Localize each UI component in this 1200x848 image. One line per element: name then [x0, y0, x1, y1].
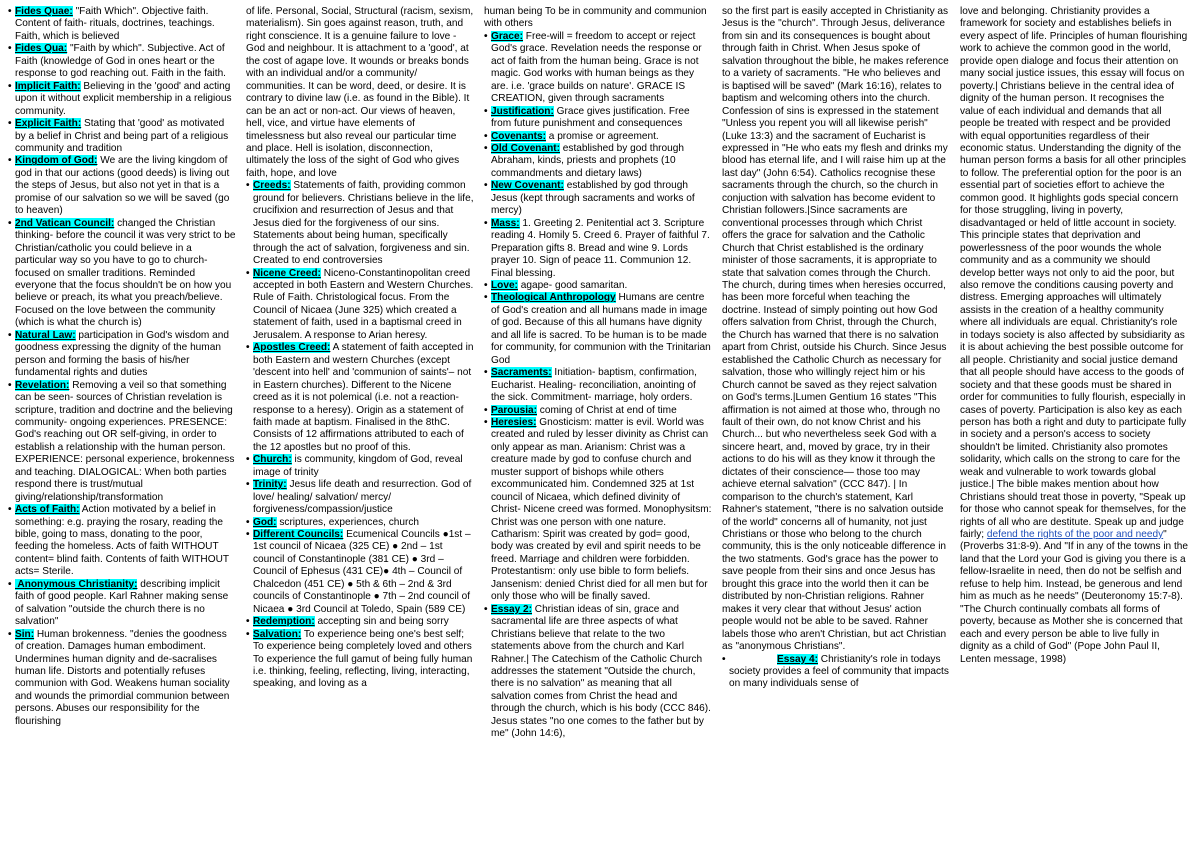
entry-text: describing implicit faith of good people. Karl Rahner making sense of salvation "outside the church there is no salvation" [15, 578, 229, 628]
term-highlight: Sin: [15, 628, 35, 640]
column-4 [722, 6, 950, 842]
term-highlight: Mass: [491, 217, 520, 229]
column-2 [246, 6, 474, 842]
glossary-entry [246, 616, 474, 628]
text-paragraph [246, 6, 474, 180]
entry-text: love and belonging. Christianity provides a framework for society and establishes beliefs in every aspect of life. Principles of human flourishing work to achieve the common good in the world, provide open dialoge and focus their attention on many social justice issues, this essay will focus on poverty.| Christians believe in the central idea of dignity of the human person. It recognises the value of each individual and demands that all people be treated with respect and be provided with equal opportunities regardless of their economic status. Understanding the dignity of the human person forms a basis for all other principles to follow. The preferential option for the poor is an essential part of societies effort to achieve the common good. It highlights gods special concern for those struggling, living in poverty, disadvantaged or held of little account in society. This principle states that deprivation and powerlessness of the poor wounds the whole community and as a community we should develop better ways not only to aid the poor, but also remove the conditions causing poverty and distress. Emerging approaches will ultimately assists in the creation of a healthy community where all individuals are equal. Christianity's role in todays society is also affected by subsidiarity as it is about achieving the best possible outcome for all people. Christianity and social justice demand that all people should have access to the goods of society and that these goods must be shared in order for communities to fully flourish, especially in cases of poverty. Participation is also key as each person has both a right and duty to participate fully in society and a person's access to society shouldn't be limited. Christianity also promotes solidarity, which calls on the strong to care for the weak and vulnerable to work towards global justice.| The bible makes mention about how Christians should treat those in poverty, "Speak up for those who cannot speak for themselves, for the rights of all who are destitute. Speak up and judge fairly; [960, 6, 1188, 541]
text-paragraph [484, 6, 712, 31]
term-highlight: Natural Law: [15, 329, 76, 341]
glossary-entry [8, 380, 236, 505]
term-highlight: Trinity: [253, 479, 287, 491]
term-highlight: Different Councils: [253, 529, 344, 541]
entry-text: Ecumenical Councils ●1st – 1st council of Nicaea (325 CE) ● 2nd – 1st council of Constantinople (381 CE) ● 3rd – Council of Ephesus (431 CE)● 4th – Council of Chalcedon (451 CE) ● 5th & 6th – 2nd & 3rd councils of Constantinople ● 7th – 2nd council of Nicaea ● 3rd Council at Toledo, Spain (589 CE) [253, 529, 471, 615]
glossary-entry [484, 292, 712, 367]
glossary-entry [8, 6, 236, 43]
entry-text: Statements of faith, providing common ground for believers. Christians believe in the life, crucifixion and resurrection of Jesus and that Jesus died for the forgiveness of our sins. Statements about being human, specifically through the act of salvation, forgiveness and sin. Created to end controversies [253, 180, 474, 267]
glossary-entry [484, 604, 712, 741]
entry-text: Initiation- baptism, confirmation, Eucharist. Healing- reconciliation, anointing of the sick. Commitment- marriage, holy orders. [491, 367, 697, 404]
glossary-entry [8, 155, 236, 217]
text-paragraph [722, 6, 950, 654]
entry-text: "Faith by which". Subjective. Act of Faith (knowledge of God in ones heart or the response to god reaching out. Faith in the faith. [15, 43, 226, 80]
glossary-entry [246, 529, 474, 616]
entry-text: Action motivated by a belief in something: e.g. praying the rosary, reading the bible, going to mass, donating to the poor, feeding the homeless. Acts of faith WITHOUT content= blind faith. Contents of faith WITHOUT acts= Sterile. [15, 504, 229, 578]
glossary-entry [8, 81, 236, 118]
entry-text: Human brokenness. "denies the goodness of creation. Damages human embodiment. Undermines human dignity and de-sacralises human life. Distorts and potentially refuses communion with God. Weakens human sociality and wounds the primordial communion between persons. Abuses our responsibility for the flourishing [15, 628, 230, 727]
term-highlight: Creeds: [253, 180, 291, 192]
glossary-entry [8, 118, 236, 155]
term-highlight: Acts of Faith: [15, 504, 80, 516]
entry-text: " (Proverbs 31:8-9). And "If in any of the towns in the land that the Lord your God is giving you there is a fellow-Israelite in need, then do not be selfish and refuse to help him. Instead, be generous and lend him as much as he needs" (Deuteronomy 15:7-8). "The Church continually combats all forms of poverty, because as Mother she is concerned that each and every person be able to live fully in dignity as a child of God" (Pope John Paul II, Lenten message, 1998) [960, 529, 1188, 665]
entry-text: Grace gives justification. Free from future punishment and consequences [491, 105, 690, 130]
term-highlight: 2nd Vatican Council: [15, 217, 115, 229]
entry-text: "Faith Which". Objective faith. Content of faith- rituals, doctrines, teachings. Faith, which is believed [15, 6, 215, 42]
glossary-entry [246, 454, 474, 479]
term-highlight: Justification: [491, 105, 554, 117]
entry-text: Humans are centre of God's creation and all humans made in image of god. Because of this all humans have dignity and all life is sacred. To be human is to be made for community, for communion with the Trinitarian God [491, 292, 711, 366]
glossary-entry [8, 43, 236, 80]
hyperlink[interactable]: defend the rights of the poor and needy [986, 529, 1164, 541]
glossary-entry [246, 629, 474, 691]
entry-text: Niceno-Constantinopolitan creed accepted in both Eastern and Western Churches. Rule of Faith. Christological focus. From the Council of Nicaea (June 325) which created a statement of faith, used in a baptismal creed in Jerusalem. A response to Arian heresy. [253, 267, 474, 341]
entry-text: Stating that 'good' as motivated by a belief in Christ and being part of a religious community and tradition [15, 118, 229, 154]
glossary-entry [246, 342, 474, 454]
entry-text: participation in God's wisdom and goodness expressing the dignity of the human person and forming the basis of his/her fundamental rights and duties [15, 329, 229, 379]
term-highlight: Church: [253, 454, 292, 466]
term-highlight: Salvation: [253, 628, 302, 640]
term-highlight: Love: [491, 279, 518, 291]
term-highlight: Heresies: [491, 416, 537, 428]
entry-text: accepting sin and being sorry [314, 616, 449, 628]
term-highlight: Redemption: [253, 616, 315, 628]
glossary-entry [246, 268, 474, 343]
glossary-entry [246, 517, 474, 529]
entry-text: To experience being one's best self; To experience being completely loved and others To experience the full gamut of being fully human i.e. thinking, feeling, reflecting, living, interacting, speaking, and loving as a [253, 628, 473, 690]
glossary-entry [484, 367, 712, 404]
glossary-entry [8, 504, 236, 579]
term-highlight: Essay 4: [777, 653, 818, 665]
term-highlight: Essay 2: [491, 603, 532, 615]
term-highlight: Old Covenant: [491, 142, 560, 154]
entry-text: Jesus life death and resurrection. God of love/ healing/ salvation/ mercy/ forgiveness/compassion/justice [253, 479, 472, 516]
term-highlight: Explicit Faith: [15, 118, 82, 130]
glossary-entry [484, 106, 712, 131]
entry-text: Christian ideas of sin, grace and sacramental life are three aspects of what Christians believe that relate to the two statements above from the church and Karl Rahner.| The Catechism of the Catholic Church addresses the statement "Outside the church, there is no salvation" as meaning that all salvation comes from Christ the head and through the church, which is his body (CCC 846). Jesus states "no one comes to the father but by me" (John 14:6), [491, 603, 711, 740]
glossary-entry [8, 629, 236, 729]
entry-text: Removing a veil so that something can be seen- sources of Christian revelation is scripture, tradition and doctrine and the believing community- ongoing experiences. PRESENCE: God's reaching out OR self-giving, in order to establish a relationship with the human person. EXPERIENCE: personal experience, brokenness and teaching. DIALOGICAL: When both parties respond there is trust/mutual giving/relationship/transformation [15, 379, 235, 503]
glossary-entry [484, 218, 712, 280]
glossary-entry [484, 180, 712, 217]
term-highlight: Anonymous Christianity: [15, 578, 138, 590]
glossary-entry [8, 218, 236, 330]
term-highlight: Revelation: [15, 379, 70, 391]
term-highlight: Kingdom of God: [15, 155, 98, 167]
term-highlight: New Covenant: [491, 180, 564, 192]
term-highlight: Nicene Creed: [253, 267, 321, 279]
entry-text: A statement of faith accepted in both Eastern and western Churches (except 'descent into hell' and 'communion of saints'– not in Eastern churches). Different to the Nicene creed as it is not polemical (i.e. not a reaction-response to a heresy). Origin as a statement of faith made at baptism. Finalised in the 8thC. Consists of 12 affirmations attributed to each of the 12 apostles but no proof of this. [253, 342, 474, 453]
term-highlight: Theological Anthropology [491, 292, 616, 304]
text-paragraph [960, 6, 1188, 666]
term-highlight: Sacraments: [491, 367, 552, 379]
glossary-entry [8, 579, 236, 629]
column-1 [8, 6, 236, 842]
glossary-entry [246, 479, 474, 516]
entry-text: of life. Personal, Social, Structural (racism, sexism, materialism). Sin goes against reason, truth, and right conscience. It is a genuine failure to love - God and neighbour. It is attachment to a 'good', at the cost of agape love. It wounds or breaks bonds with an individual and/or a community/ communities. It can be word, deed, or desire. It is contrary to divine law (i.e. as found in the Bible). It can be an act or non-act. Our views of heaven, hell, vice, and virtue have elements of timelessness but also reveal our particular time and place. Hell is isolation, disconnection, ultimately the loss of the sight of God who gives faith, hope, and love [246, 6, 474, 179]
term-highlight: Apostles Creed: [253, 342, 331, 354]
glossary-entry [484, 280, 712, 292]
term-highlight: Parousia: [491, 404, 537, 416]
entry-text: Christianity's role in todays society provides a feel of community that impacts on many individuals sense of [729, 653, 949, 690]
entry-text: scriptures, experiences, church [276, 516, 420, 528]
glossary-entry [8, 330, 236, 380]
entry-text: so the first part is easily accepted in Christianity as Jesus is the "church". Through Jesus, deliverance from sin and its consequences is bought about through faith in Christ. When Jesus spoke of salvation throughout the bible, he makes reference to a variety of sacraments. "He who believes and is baptised will be saved" (Mark 16:16), relates to baptism and welcoming others into the church. Confession of sins is expressed in the statement "Unless you repent you will all likewise perish" (Luke 13:3) and the sacrament of Eucharist is expressed in "He who eats my flesh and drinks my blood has eternal life, and I will raise him up at the last day" (John 6:54). Catholics recognise these sacraments through the church, so the church in conjuction with salvation has become evident to Christian followers.|Since sacraments are conventional processes through which Christ offers the grace for salvation and the Catholic Church that Christ established is the ordinary minister of those sacraments, it is appropriate to state that salvation comes through the Church. The church, during times when heresies occurred, has been more forceful when teaching the doctrine. Instead of simply pointing out how God offers salvation from Christ, through the Church, the Church has warned that there is no salvation apart from Christ, outside his Church. Since Jesus established the Catholic Church as necessary for salvation, those who willingly reject him or his Church cannot be saved as they reject salvation on God's terms.|Lumen Gentium 16 states "This affirmation is not aimed at those who, through no fault of their own, do not know Christ and his Church... but who nevertheless seek God with a sincere heart, and, moved by grace, try in their actions to do his will as they know it through the dictates of their conscience— those too may achieve eternal salvation" (CCC 847). | In comparison to the church's statement, Karl Rahner's statement, "there is no salvation outside of the world" concerns all of humanity, not just Christians or those who belong to the church community, this is the only noticeable difference in the two statments. God's grace has the power to save people from their sins and once Jesus has brought this grace into the world then it can be distributed by non-Christian religions. Rahner makes it very clear that without Jesus' action people would not be able to be saved. Rahner labels those who aren't Christian, but act Christian as "anonymous Christians". [722, 6, 949, 653]
glossary-entry [246, 180, 474, 267]
entry-text: human being To be in community and communion with others [484, 6, 707, 30]
glossary-entry [484, 143, 712, 180]
glossary-entry [484, 417, 712, 604]
entry-text: established by god through Abraham, kinds, priests and prophets (10 commandments and dietary laws) [491, 142, 685, 179]
entry-text: a promise or agreement. [545, 130, 659, 142]
term-highlight: Covenants: [491, 130, 546, 142]
glossary-entry [722, 654, 950, 691]
glossary-entry [484, 405, 712, 417]
entry-text: coming of Christ at end of time [537, 404, 677, 416]
entry-text: established by god through Jesus (kept through sacraments and works of mercy) [491, 180, 695, 217]
entry-text: Believing in the 'good' and acting upon it without explicit membership in a religious community. [15, 80, 232, 117]
entry-text: Gnosticism: matter is evil. World was created and ruled by lesser divinity as Christ can only appear as man. Arianism: Christ was a creature made by god to confuse church and muster support of bishops while others excommunicated him. Condemned 325 at 1st council of Nicaea, which defined divinity of Christ- Nicene creed was formed. Monophysitsm: Christ was one person with one nature. Catharism: Spirit was created by god= good, body was created by evil and spirit needs to be freed. Marriage and children were forbidden. Protestantism: only use bible to form beliefs. Jansenism: denied Christ died for all men but for only those who will be finally saved. [491, 416, 712, 603]
entry-text: agape- good samaritan. [517, 279, 628, 291]
column-3 [484, 6, 712, 842]
term-highlight: Fides Qua: [15, 43, 68, 55]
entry-text: Free-will = freedom to accept or reject God's grace. Revelation needs the response or act of faith from the human being. Grace is not magic. God works with human beings as they are. i.e. 'grace builds on nature'. GRACE IS CREATION, given through sacraments [491, 30, 702, 105]
term-highlight: Grace: [491, 30, 523, 42]
term-highlight: Fides Quae: [15, 6, 73, 17]
glossary-entry [484, 31, 712, 106]
entry-text: We are the living kingdom of god in that our actions (good deeds) is living out the steps of Jesus, but also not yet in that is a promise of our salvation so we will be saved (go to heaven) [15, 155, 230, 217]
entry-text: 1. Greeting 2. Penitential act 3. Scripture reading 4. Homily 5. Creed 6. Prayer of faithful 7. Preparation gifts 8. Bread and wine 9. Lords prayer 10. Sign of peace 11. Communion 12. Final blessing. [491, 217, 710, 279]
column-5 [960, 6, 1188, 842]
glossary-entry [484, 131, 712, 143]
term-highlight: God: [253, 516, 277, 528]
term-highlight: Implicit Faith: [15, 80, 81, 92]
entry-text: is community, kingdom of God, reveal image of trinity [253, 454, 463, 478]
entry-text: changed the Christian thinking- before the council it was very strict to be Christian/catholic you could believe in a particular way so you have to go to church- focused on smaller traditions. Reminded everyone that the focus shouldn't be on how you believe or preach, its what you preach/believe. Focused on the love between the community (which is what the church is) [15, 217, 236, 329]
